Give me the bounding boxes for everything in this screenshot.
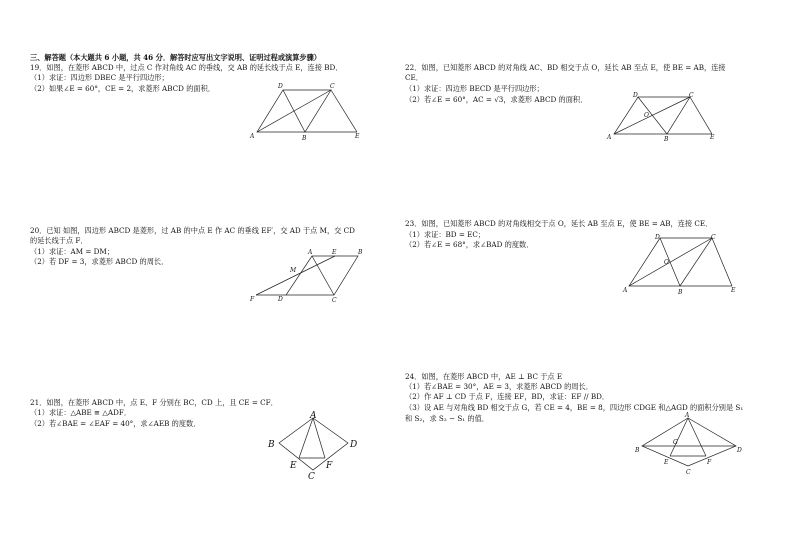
q24-figure (632, 412, 752, 476)
q24-rhombus (642, 418, 736, 466)
q24-label-e: E (664, 459, 669, 466)
q24-line-af (688, 418, 706, 456)
q19-line3: （2）如果∠E = 60°，CE = 2，求菱形 ABCD 的面积． (30, 84, 215, 93)
q23-label-b: B (678, 289, 683, 296)
q24-label-f: F (707, 459, 712, 466)
q22-label-e: E (710, 134, 715, 141)
q23-diagonal-bd (660, 238, 680, 286)
q23-label-a: A (623, 287, 628, 294)
q22-line2: CE． (405, 73, 423, 82)
q21-line2: （1）求证：△ABE ≅ △ADF． (30, 408, 132, 417)
q20-line3: （1）求证：AM = DM； (30, 247, 114, 256)
q19-line1: 19．如图，在菱形 ABCD 中，过点 C 作对角线 AC 的垂线，交 AB 的延长线于点 E，连接 BD． (30, 63, 343, 72)
q19-line-ce (331, 90, 357, 132)
q20-figure (248, 247, 373, 302)
q20-line1: 20．已知 如图，四边形 ABCD 是菱形，过 AB 的中点 E 作 AC 的垂线 EF′，交 AD 于点 M，交 CD (30, 226, 355, 235)
q24-line1: 24．如图，在菱形 ABCD 中，AE ⊥ BC 于点 E (405, 372, 563, 381)
q24-label-c: C (686, 469, 691, 476)
q21-label-f: F (326, 461, 333, 471)
q20-label-c: C (332, 297, 337, 304)
q22-diagonal-bd (638, 97, 667, 134)
q24-line5: 和 S₂，求 S₂ − S₁ 的值． (405, 414, 489, 423)
q23-label-o: O (664, 259, 669, 266)
q19-diagonal-bd (283, 90, 305, 132)
q19-label-b: B (302, 135, 307, 142)
q21-label-a: A (310, 411, 317, 421)
q23-label-e: E (731, 287, 736, 294)
q23-line3: （2）若∠E = 68°，求∠BAD 的度数． (405, 240, 534, 249)
q20-label-b: B (358, 249, 363, 256)
q21-label-b: B (268, 440, 275, 450)
q19-label-d: D (278, 83, 283, 90)
q20-rhombus (286, 256, 358, 295)
q24-label-b: B (635, 447, 640, 454)
q22-line1: 22．如图，已知菱形 ABCD 的对角线 AC、BD 相交于点 O，延长 AB 至点 E，使 BE = AB，连接 (405, 63, 726, 72)
q21-label-e: E (290, 461, 297, 471)
q20-label-d: D (278, 296, 283, 303)
q23-line2: （1）求证：BD = EC； (405, 230, 486, 239)
q19-line2: （1）求证：四边形 DBEC 是平行四边形； (30, 73, 169, 82)
q20-line4: （2）若 DF = 3，求菱形 ABCD 的周长． (30, 257, 169, 266)
section-heading: 三、解答题（本大题共 6 小题，共 46 分．解答时应写出文字说明、证明过程或演算步骤） (30, 53, 321, 62)
q20-label-m: M (290, 267, 297, 274)
q24-label-g: G (673, 439, 678, 446)
q21-line-af (313, 418, 325, 458)
q21-label-c: C (308, 472, 315, 482)
q21-figure (262, 410, 362, 480)
q22-label-d: D (633, 92, 638, 99)
q23-label-c: C (711, 234, 716, 241)
q24-line2: （1）若∠BAE = 30°，AE = 3，求菱形 ABCD 的周长． (405, 382, 593, 391)
q21-line3: （2）若∠BAE = ∠EAF = 40°，求∠AEB 的度数． (30, 419, 201, 428)
q22-line3: （1）求证：四边形 BECD 是平行四边形； (405, 84, 544, 93)
q24-label-a: A (685, 412, 690, 419)
q24-label-d: D (737, 447, 742, 454)
q24-line3: （2）作 AF ⊥ CD 于点 F，连接 EF，BD，求证：EF // BD． (405, 392, 610, 401)
q20-label-e: E (332, 249, 337, 256)
q20-label-a: A (308, 249, 313, 256)
q24-line4: （3）设 AE 与对角线 BD 相交于点 G，若 CE = 4，BE = 8，四边形 CDGE 和△AGD 的面积分别是 S₁ (405, 403, 744, 412)
q23-line1: 23．如图，已知菱形 ABCD 的对角线相交于点 O，延长 AB 至点 E，使 BE = AB，连接 CE． (405, 219, 713, 228)
q22-figure (600, 92, 720, 142)
q22-line4: （2）若∠E = 60°，AC = √3，求菱形 ABCD 的面积． (405, 95, 588, 104)
q23-label-d: D (655, 234, 660, 241)
q21-line1: 21．如图，在菱形 ABCD 中，点 E、F 分别在 BC，CD 上，且 CE = CF． (30, 398, 278, 407)
q21-label-d: D (350, 440, 358, 450)
q20-line2: 的延长线于点 F． (30, 236, 88, 245)
q23-diagonal-ac (629, 238, 712, 286)
q19-figure (245, 80, 365, 140)
q22-label-a: A (607, 134, 612, 141)
q19-label-e: E (355, 133, 360, 140)
q19-label-a: A (250, 133, 255, 140)
q23-line-ce (712, 238, 732, 286)
q22-line-ce (690, 97, 712, 134)
q22-label-b: B (664, 136, 669, 143)
q23-figure (622, 232, 742, 297)
q21-line-ae (299, 418, 313, 458)
q20-label-f: F (250, 296, 255, 303)
q19-label-c: C (330, 83, 335, 90)
q22-label-c: C (689, 92, 694, 99)
q22-label-o: O (644, 112, 649, 119)
